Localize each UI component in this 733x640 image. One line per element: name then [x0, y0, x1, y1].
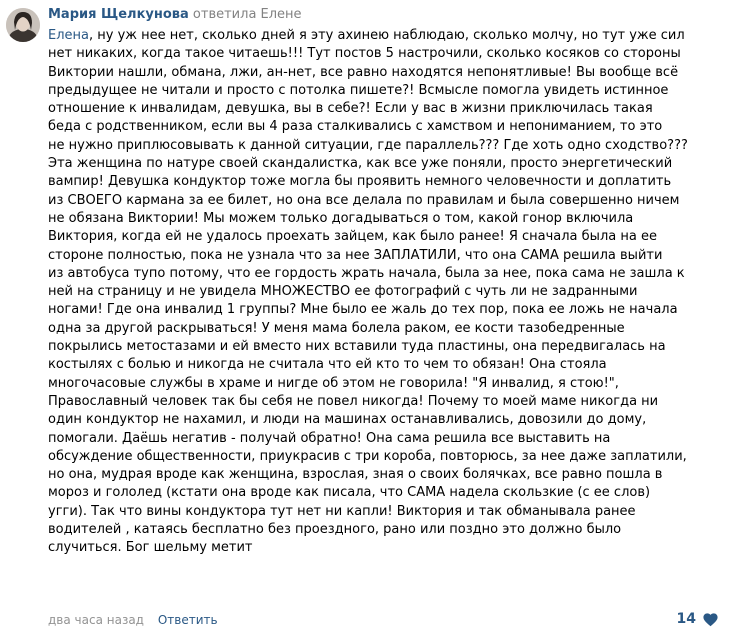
reply-button[interactable]: Ответить — [157, 613, 218, 627]
like-button[interactable] — [677, 609, 719, 629]
comment-header — [48, 6, 302, 24]
comment-line: но она, мудрая вроде как женщина, взрослая, зная о своих болячках, все равно пошла в — [48, 467, 663, 483]
comment-line: не нужно приплюсовывать к данной ситуации, где параллель??? Где хоть одно сходство??? — [48, 137, 688, 153]
comment-line: водителей , катаясь бесплатно без проездного, рано или поздно это должно было — [48, 522, 622, 538]
avatar[interactable] — [6, 8, 40, 42]
comment-line: из СВОЕГО кармана за ее билет, но она все делала по правилам и была совершенно ничем — [48, 192, 680, 208]
comment-line: беда с родственником, если вы 4 раза сталкивались с хамством и непониманием, то это — [48, 119, 663, 135]
comment-line: отношение к инвалидам, девушка, вы в себе?! Если у вас в жизни приключилась такая — [48, 101, 653, 117]
comment-line: один кондуктор не нахамил, и люди на машинах останавливались, довозили до дому, — [48, 412, 647, 428]
comment-line: случиться. Бог шельму метит — [48, 540, 253, 556]
comment-line: ногами! Где она инвалид 1 группы? Мне было ее жаль до тех пор, пока ее ложь не начала — [48, 302, 678, 318]
comment-line: одна за другой раскрываться! У меня мама болела раком, ее кости тазобедренные — [48, 320, 625, 336]
comment-line: вампир! Девушка кондуктор тоже могла бы проявить немного человечности и доплатить — [48, 174, 672, 190]
comment-line: покрылись метостазами и ей вместо них вставили туда пластины, она передвигалась на — [48, 339, 666, 355]
comment-line: многочасовые службы в храме и нигде об этом не говорила! "Я инвалид, я стою!", — [48, 375, 619, 391]
replied-to[interactable]: ответила Елене — [192, 7, 302, 22]
mention-link[interactable]: Елена — [48, 28, 89, 43]
comment-line: не обязана Виктории! Мы можем только догадываться о том, какой гонор включила — [48, 210, 634, 226]
comment-line: из автобуса тупо потому, что ее гордость жрать начала, была за нее, пока сама не зашла к — [48, 265, 685, 281]
comment-line: Эта женщина по натуре своей скандалистка, как все уже поняли, просто энергетический — [48, 156, 673, 172]
comment-line: угги). Так что вины кондуктора тут нет ни капли! Виктория и так обманывала ранее — [48, 503, 636, 519]
heart-icon — [702, 611, 719, 627]
comment-line: ней на страницу и не увидела МНОЖЕСТВО ее фотографий с чуть ли не задранными — [48, 284, 638, 300]
comment-line: помогали. Даёшь негатив - получай обратно! Она сама решила все выставить на — [48, 430, 611, 446]
comment-line: обсуждение общественности, приукрасив с три короба, повторюсь, за нее даже заплатили, — [48, 448, 687, 464]
author-name[interactable]: Мария Щелкунова — [48, 7, 189, 22]
avatar-image — [6, 8, 40, 42]
comment-line: нет никаких, когда такое читаешь!!! Тут постов 5 настрочили, сколько косяков со стороны — [48, 46, 681, 62]
comment-line: мороз и гололед (кстати она вроде как писала, что САМА надела скользкие (с ее слов) — [48, 485, 651, 501]
comment-line: стороне полностью, пока не узнала что за нее ЗАПЛАТИЛИ, что она САМА решила выйти — [48, 247, 663, 263]
comment-text — [48, 27, 728, 558]
comment-line: Виктории нашли, обмана, лжи, ан-нет, все равно находятся непонятливые! Вы вообще всё — [48, 64, 679, 80]
comment-line: Православный человек так бы себя не повел никогда! Почему то моей маме никогда ни — [48, 393, 659, 409]
comment-line: предыдущее не читали и просто с потолка пишете?! Всмысле помогла увидеть истинное — [48, 82, 669, 98]
comment-line: костылях с болью и никогда не считала что ей кто то чем то обязан! Она стояла — [48, 357, 607, 373]
comment-timestamp[interactable]: два часа назад — [48, 613, 144, 627]
comment-line: Елена, ну уж нее нет, сколько дней я эту ахинею наблюдаю, сколько молчу, но тут уже сил — [48, 28, 685, 43]
likes-count: 14 — [676, 611, 696, 627]
comment-footer — [48, 611, 218, 629]
comment-line: Виктория, когда ей не удалось проехать зайцем, как было ранее! Я сначала была на ее — [48, 229, 657, 245]
